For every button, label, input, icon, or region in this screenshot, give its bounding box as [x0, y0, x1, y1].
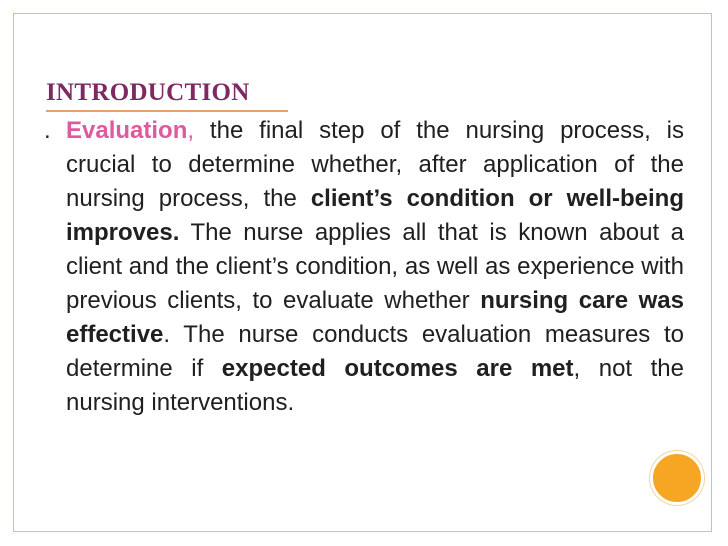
- decorative-circle: [650, 451, 704, 505]
- text-segment: The nurse applies all that is known about a client and the client’s condition, as well as experience with previous clients, to evaluate whether: [66, 219, 684, 314]
- bold-segment: nursing care was effective: [66, 287, 685, 348]
- term-evaluation: Evaluation: [66, 117, 188, 144]
- bullet-marker: .: [44, 117, 51, 144]
- slide-title: INTRODUCTION: [46, 79, 250, 106]
- title-underline: [46, 110, 288, 112]
- text-segment: . The nurse conducts evaluation measures to determine if: [66, 321, 684, 382]
- comma-pink: ,: [187, 117, 210, 144]
- text-segment: the final step of the nursing process, is crucial to determine whether, after application of the nursing process, the: [66, 117, 684, 212]
- bold-segment: client’s condition or well-being improves.: [66, 185, 684, 246]
- body-paragraph: [66, 114, 684, 420]
- text-segment: , not the nursing interventions.: [66, 355, 684, 416]
- bold-segment: expected outcomes are met: [221, 355, 574, 382]
